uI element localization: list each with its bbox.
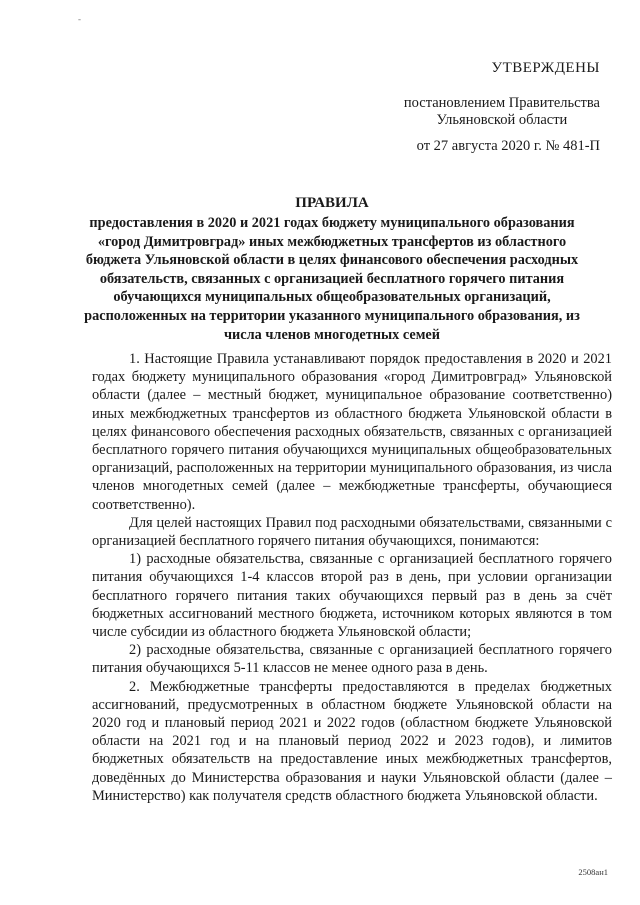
decree-line-2: Ульяновской области xyxy=(436,112,568,128)
paragraph-3: 1) расходные обязательства, связанные с организацией бесплатного горячего питания обучающихся 1-4 классов второй раз в день, при условии организации бесплатного горячего питания таких обучающихся первый раз в день за счёт бюджетных ассигнований местного бюджета, источником которых являются в том числе субсидии из областного бюджета Ульяновской области; xyxy=(92,551,612,641)
document-code: 2508ан1 xyxy=(578,867,608,877)
approved-label: УТВЕРЖДЕНЫ xyxy=(491,60,600,76)
paragraph-1: 1. Настоящие Правила устанавливают порядок предоставления в 2020 и 2021 годах бюджету муниципального образования «город Димитровград» Ульяновской области (далее – местный бюджет, муниципальное образование соответственно) иных межбюджетных трансфертов из областного бюджета Ульяновской области в целях финансового обеспечения расходных обязательств, связанных с организацией бесплатного горячего питания обучающихся муниципальных общеобразовательных организаций, расположенных на территории муниципального образования, из числа членов многодетных семей (далее – межбюджетные трансферты, обучающиеся соответственно). xyxy=(92,351,612,513)
document-title: ПРАВИЛА xyxy=(295,195,369,211)
paragraph-2: Для целей настоящих Правил под расходными обязательствами, связанными с организацией бесплатного горячего питания обучающихся, понимаются: xyxy=(92,514,612,550)
document-body xyxy=(92,350,612,805)
decree-line-1: постановлением Правительства xyxy=(403,95,600,111)
decree-reference xyxy=(404,95,600,129)
paragraph-5: 2. Межбюджетные трансферты предоставляются в пределах бюджетных ассигнований, предусмотренных в областном бюджете Ульяновской области на 2020 год и плановый период 2021 и 2022 годов (областном бюджете Ульяновской области на 2021 год и на плановый период 2022 и 2023 годов), и лимитов бюджетных обязательств на предоставление иных межбюджетных трансфертов, доведённых до Министерства образования и науки Ульяновской области (далее – Министерство) как получателя средств областного бюджета Ульяновской области. xyxy=(92,678,612,804)
page-mark: - xyxy=(78,14,82,24)
document-subtitle: предоставления в 2020 и 2021 годах бюджету муниципального образования «город Димитровград» иных межбюджетных трансфертов из областного бюджета Ульяновской области в целях финансового обеспечения расходных обязательств, связанных с организацией бесплатного горячего питания обучающихся муниципальных общеобразовательных организаций, расположенных на территории указанного муниципального образования, из числа членов многодетных семей xyxy=(84,215,580,343)
decree-date: от 27 августа 2020 г. № 481-П xyxy=(416,138,600,154)
paragraph-4: 2) расходные обязательства, связанные с организацией бесплатного горячего питания обучающихся 5-11 классов не менее одного раза в день. xyxy=(92,642,612,677)
